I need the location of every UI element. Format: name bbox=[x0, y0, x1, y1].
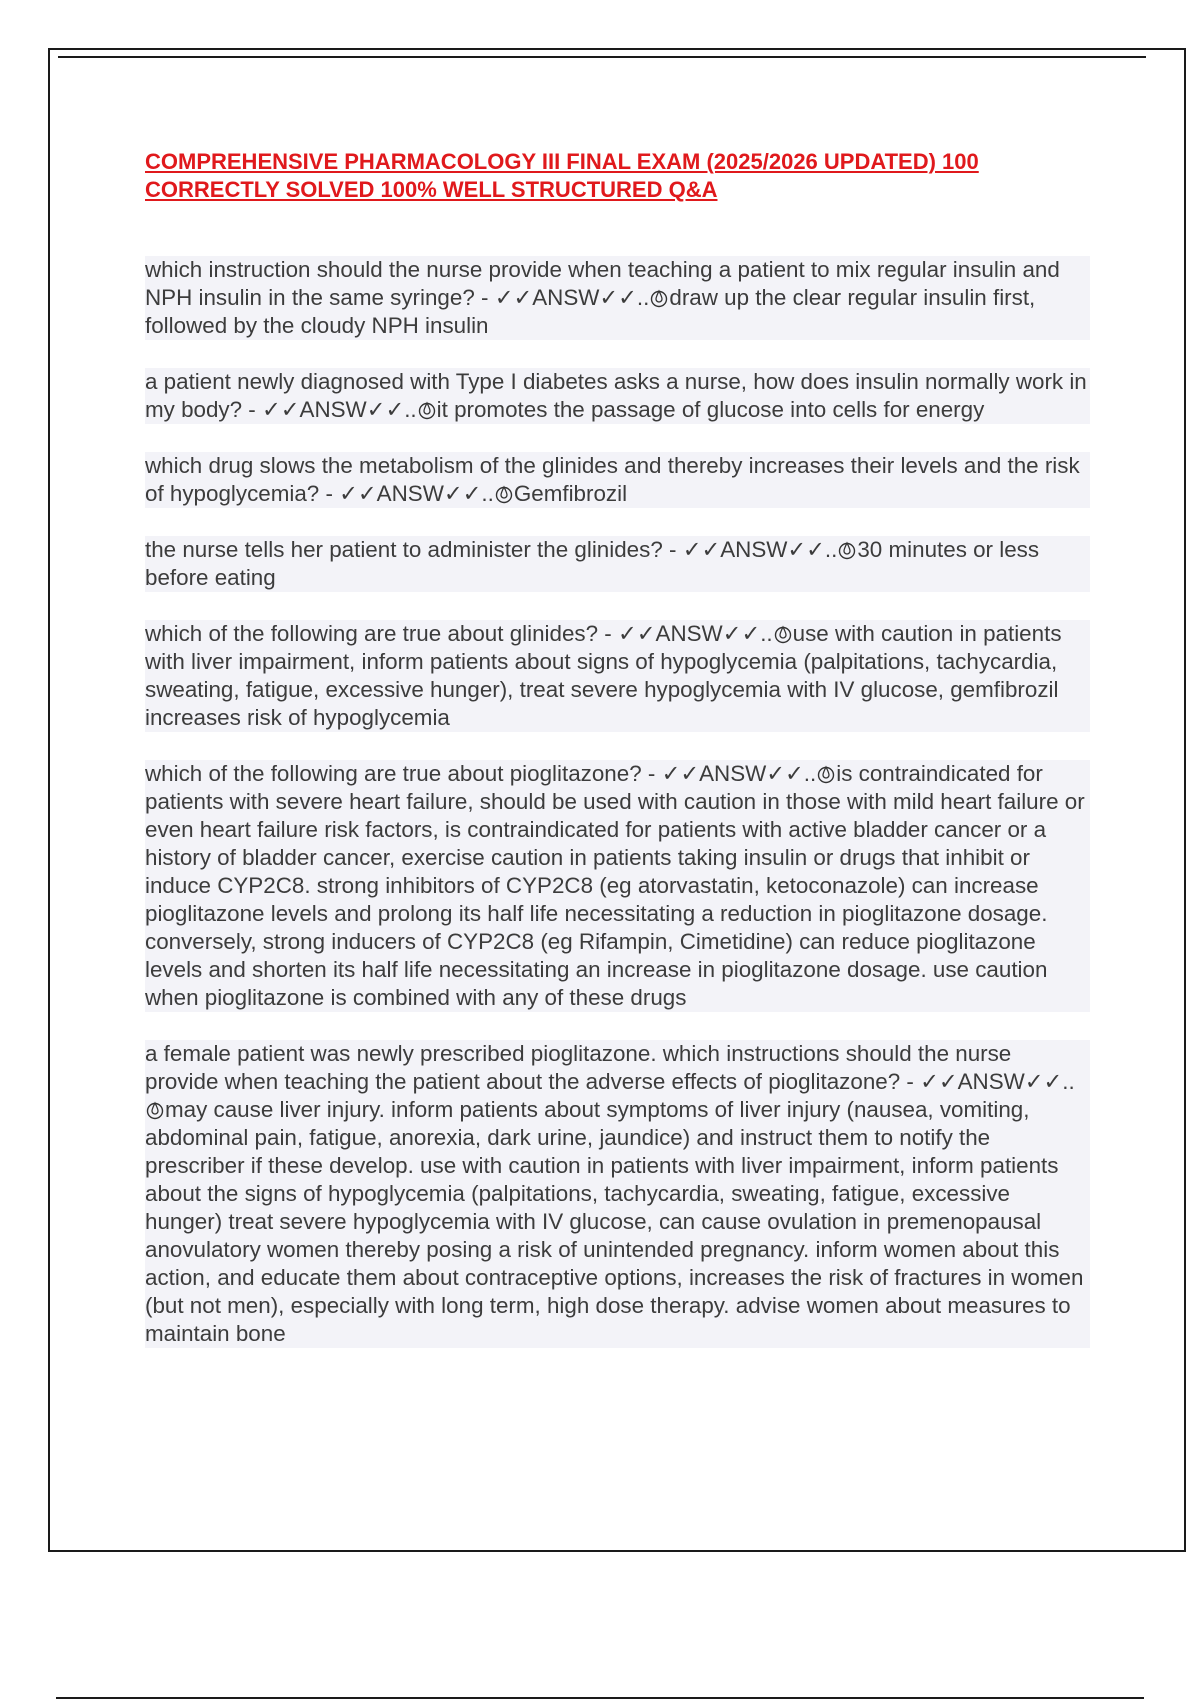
answer-marker: ✓✓ANSW✓✓.. bbox=[617, 621, 773, 646]
qa-question: a female patient was newly prescribed pioglitazone. which instructions should the nurse provide when teaching the patient about the adverse effects of pioglitazone? bbox=[145, 1041, 1012, 1094]
answer-marker: ✓✓ANSW✓✓.. bbox=[339, 481, 494, 506]
qa-item bbox=[145, 620, 1090, 732]
qa-item bbox=[145, 1040, 1090, 1348]
droplet-hand-icon bbox=[650, 288, 668, 308]
document-title: COMPREHENSIVE PHARMACOLOGY III FINAL EXAM (2025/2026 UPDATED) 100 CORRECTLY SOLVED 100% WELL STRUCTURED Q&A bbox=[145, 149, 979, 202]
qa-answer: may cause liver injury. inform patients about symptoms of liver injury (nausea, vomiting, abdominal pain, fatigue, anorexia, dark urine, jaundice) and instruct them to notify the prescriber if these develop. use with caution in patients with liver impairment, inform patients about the signs of hypoglycemia (palpitations, tachycardia, sweating, fatigue, excessive hunger) treat severe hypoglycemia with IV glucose, can cause ovulation in premenopausal anovulatory women thereby posing a risk of unintended pregnancy. inform women about this action, and educate them about contraceptive options, increases the risk of fractures in women (but not men), especially with long term, high dose therapy. advise women about measures to maintain bone bbox=[145, 1097, 1084, 1346]
answer-marker: ✓✓ANSW✓✓.. bbox=[661, 761, 817, 786]
qa-item bbox=[145, 452, 1090, 508]
qa-question: which drug slows the metabolism of the glinides and thereby increases their levels and the risk of hypoglycemia? bbox=[145, 453, 1080, 506]
qa-question: the nurse tells her patient to administer the glinides? bbox=[145, 537, 663, 562]
qa-list bbox=[145, 256, 1090, 1376]
droplet-hand-icon bbox=[146, 1100, 164, 1120]
qa-answer: is contraindicated for patients with severe heart failure, should be used with caution in those with mild heart failure or even heart failure risk factors, is contraindicated for patients with active bladder cancer or a history of bladder cancer, exercise caution in patients taking insulin or drugs that inhibit or induce CYP2C8. strong inhibitors of CYP2C8 (eg atorvastatin, ketoconazole) can increase pioglitazone levels and prolong its half life necessitating a reduction in pioglitazone dosage. conversely, strong inducers of CYP2C8 (eg Rifampin, Cimetidine) can reduce pioglitazone levels and shorten its half life necessitating an increase in pioglitazone dosage. use caution when pioglitazone is combined with any of these drugs bbox=[145, 761, 1085, 1010]
answer-marker: ✓✓ANSW✓✓.. bbox=[261, 397, 417, 422]
qa-question: which of the following are true about pioglitazone? bbox=[145, 761, 642, 786]
answer-marker: ✓✓ANSW✓✓.. bbox=[494, 285, 650, 310]
droplet-hand-icon bbox=[495, 484, 513, 504]
qa-item bbox=[145, 536, 1090, 592]
bottom-rule bbox=[56, 1697, 1144, 1699]
qa-answer: draw up the clear regular insulin first, followed by the cloudy NPH insulin bbox=[145, 285, 1036, 338]
qa-separator: - bbox=[242, 397, 262, 422]
qa-separator: - bbox=[598, 621, 618, 646]
qa-separator: - bbox=[474, 285, 495, 310]
droplet-hand-icon bbox=[817, 764, 835, 784]
qa-separator: - bbox=[319, 481, 340, 506]
qa-separator: - bbox=[662, 537, 683, 562]
qa-item bbox=[145, 368, 1090, 424]
qa-separator: - bbox=[641, 761, 662, 786]
qa-answer: 30 minutes or less before eating bbox=[145, 537, 1040, 590]
qa-item bbox=[145, 760, 1090, 1012]
answer-marker: ✓✓ANSW✓✓.. bbox=[920, 1069, 1075, 1094]
qa-question: which instruction should the nurse provide when teaching a patient to mix regular insulin and NPH insulin in the same syringe? bbox=[145, 257, 1060, 310]
top-rule bbox=[58, 56, 1146, 58]
droplet-hand-icon bbox=[838, 540, 856, 560]
answer-marker: ✓✓ANSW✓✓.. bbox=[682, 537, 838, 562]
qa-separator: - bbox=[900, 1069, 921, 1094]
qa-question: which of the following are true about glinides? bbox=[145, 621, 599, 646]
qa-answer: use with caution in patients with liver impairment, inform patients about signs of hypoglycemia (palpitations, tachycardia, sweating, fatigue, excessive hunger), treat severe hypoglycemia with IV glucose, gemfibrozil increases risk of hypoglycemia bbox=[145, 621, 1062, 730]
qa-item bbox=[145, 256, 1090, 340]
qa-answer: it promotes the passage of glucose into cells for energy bbox=[436, 397, 985, 422]
qa-question: a patient newly diagnosed with Type I diabetes asks a nurse, how does insulin normally work in my body? bbox=[145, 369, 1087, 422]
droplet-hand-icon bbox=[774, 624, 792, 644]
droplet-hand-icon bbox=[418, 400, 436, 420]
qa-answer: Gemfibrozil bbox=[513, 481, 628, 506]
